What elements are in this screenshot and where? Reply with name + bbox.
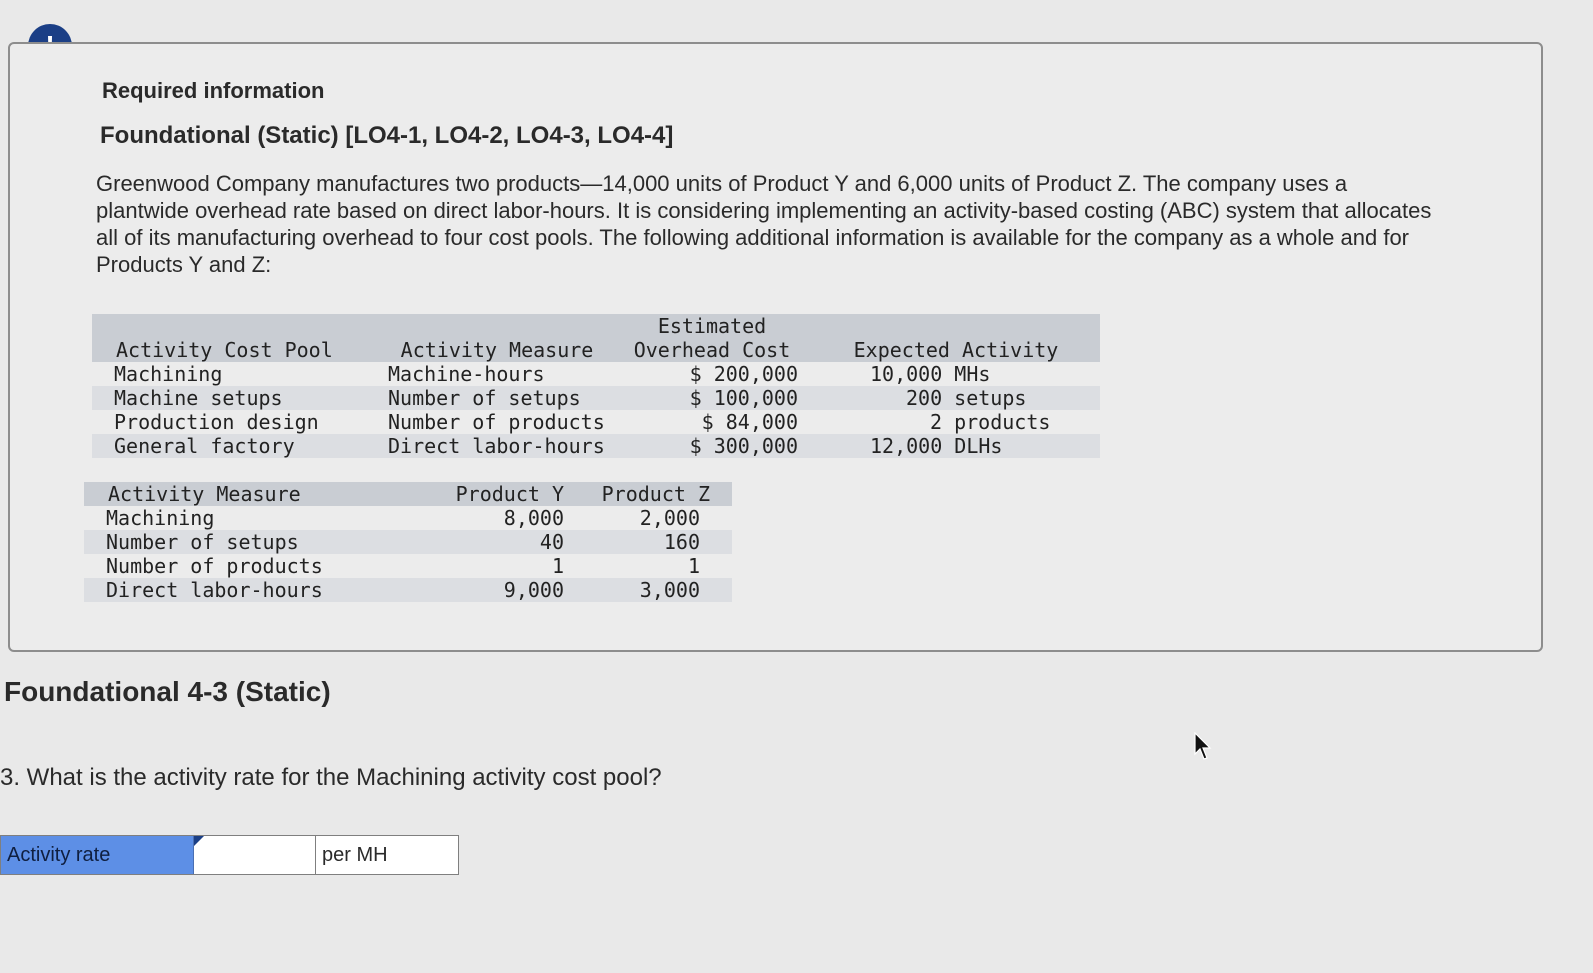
header-activity-cost-pool: Activity Cost Pool (116, 338, 333, 362)
pool-measure: Machine-hours (388, 362, 545, 386)
pool-name: Machining (114, 362, 223, 386)
table-row (84, 530, 732, 554)
product-y-value: 9,000 (503, 578, 564, 602)
product-z-value: 3,000 (639, 578, 700, 602)
product-activity-table (84, 482, 732, 602)
table-row (84, 578, 732, 602)
header-activity-measure: Activity Measure (400, 338, 594, 362)
table-row (92, 362, 1100, 386)
activity-measure: Direct labor-hours (106, 578, 323, 602)
table-row (92, 434, 1100, 458)
cost-pool-header-row (92, 314, 1100, 362)
pool-cost: $ 300,000 (689, 434, 798, 458)
unit-label: per MH (322, 844, 388, 866)
header-estimated-label: Estimated (657, 314, 767, 338)
table-row (92, 410, 1100, 434)
pool-measure: Direct labor-hours (388, 434, 605, 458)
product-z-value: 160 (663, 530, 700, 554)
question-text: 3. What is the activity rate for the Machining activity cost pool? (0, 764, 662, 791)
pool-activity: 12,000 DLHs (870, 434, 1003, 458)
product-z-value: 2,000 (639, 506, 700, 530)
activity-measure: Machining (106, 506, 215, 530)
foundational-heading: Foundational (Static) [LO4-1, LO4-2, LO4-3, LO4-4] (100, 122, 674, 149)
pool-name: Production design (114, 410, 319, 434)
pool-activity: 10,000 MHs (870, 362, 991, 386)
pool-measure: Number of setups (388, 386, 581, 410)
product-y-value: 1 (551, 554, 564, 578)
pool-cost: $ 100,000 (689, 386, 798, 410)
required-info-title: Required information (102, 78, 325, 103)
activity-rate-input-wrapper (194, 836, 316, 874)
product-z-value: 1 (687, 554, 700, 578)
table-row (92, 386, 1100, 410)
cost-pool-table (92, 314, 1100, 458)
pool-name: General factory (114, 434, 295, 458)
answer-row (0, 835, 459, 875)
activity-measure: Number of products (106, 554, 323, 578)
table-row (84, 506, 732, 530)
activity-measure: Number of setups (106, 530, 299, 554)
header-overhead-cost-label: Overhead Cost (633, 338, 791, 362)
pool-name: Machine setups (114, 386, 283, 410)
header-activity-measure: Activity Measure (108, 482, 301, 506)
product-y-value: 40 (539, 530, 564, 554)
header-estimated-overhead-cost (612, 314, 812, 362)
header-product-z: Product Z (601, 482, 710, 506)
pool-activity: 200 setups (906, 386, 1027, 410)
activity-rate-input[interactable] (194, 836, 316, 874)
pool-activity: 2 products (930, 410, 1051, 434)
problem-intro-text: Greenwood Company manufactures two products—14,000 units of Product Y and 6,000 units of Product Z. The company uses a plantwide overhead rate based on direct labor-hours. It is considering implementing an activity-based costing (ABC) system that allocates all of its manufacturing overhead to four cost pools. The following additional information is available for the company as a whole and for Products Y and Z: (96, 171, 1432, 277)
pool-cost: $ 84,000 (701, 410, 798, 434)
header-product-y: Product Y (455, 482, 564, 506)
table-row (84, 554, 732, 578)
pool-cost: $ 200,000 (689, 362, 798, 386)
pool-measure: Number of products (388, 410, 605, 434)
product-y-value: 8,000 (503, 506, 564, 530)
activity-rate-label: Activity rate (1, 836, 194, 874)
mouse-cursor-icon (1194, 732, 1212, 762)
input-marker-icon (194, 836, 204, 846)
question-heading: Foundational 4-3 (Static) (4, 676, 331, 707)
header-expected-activity: Expected Activity (853, 338, 1059, 362)
product-header-row (84, 482, 732, 506)
